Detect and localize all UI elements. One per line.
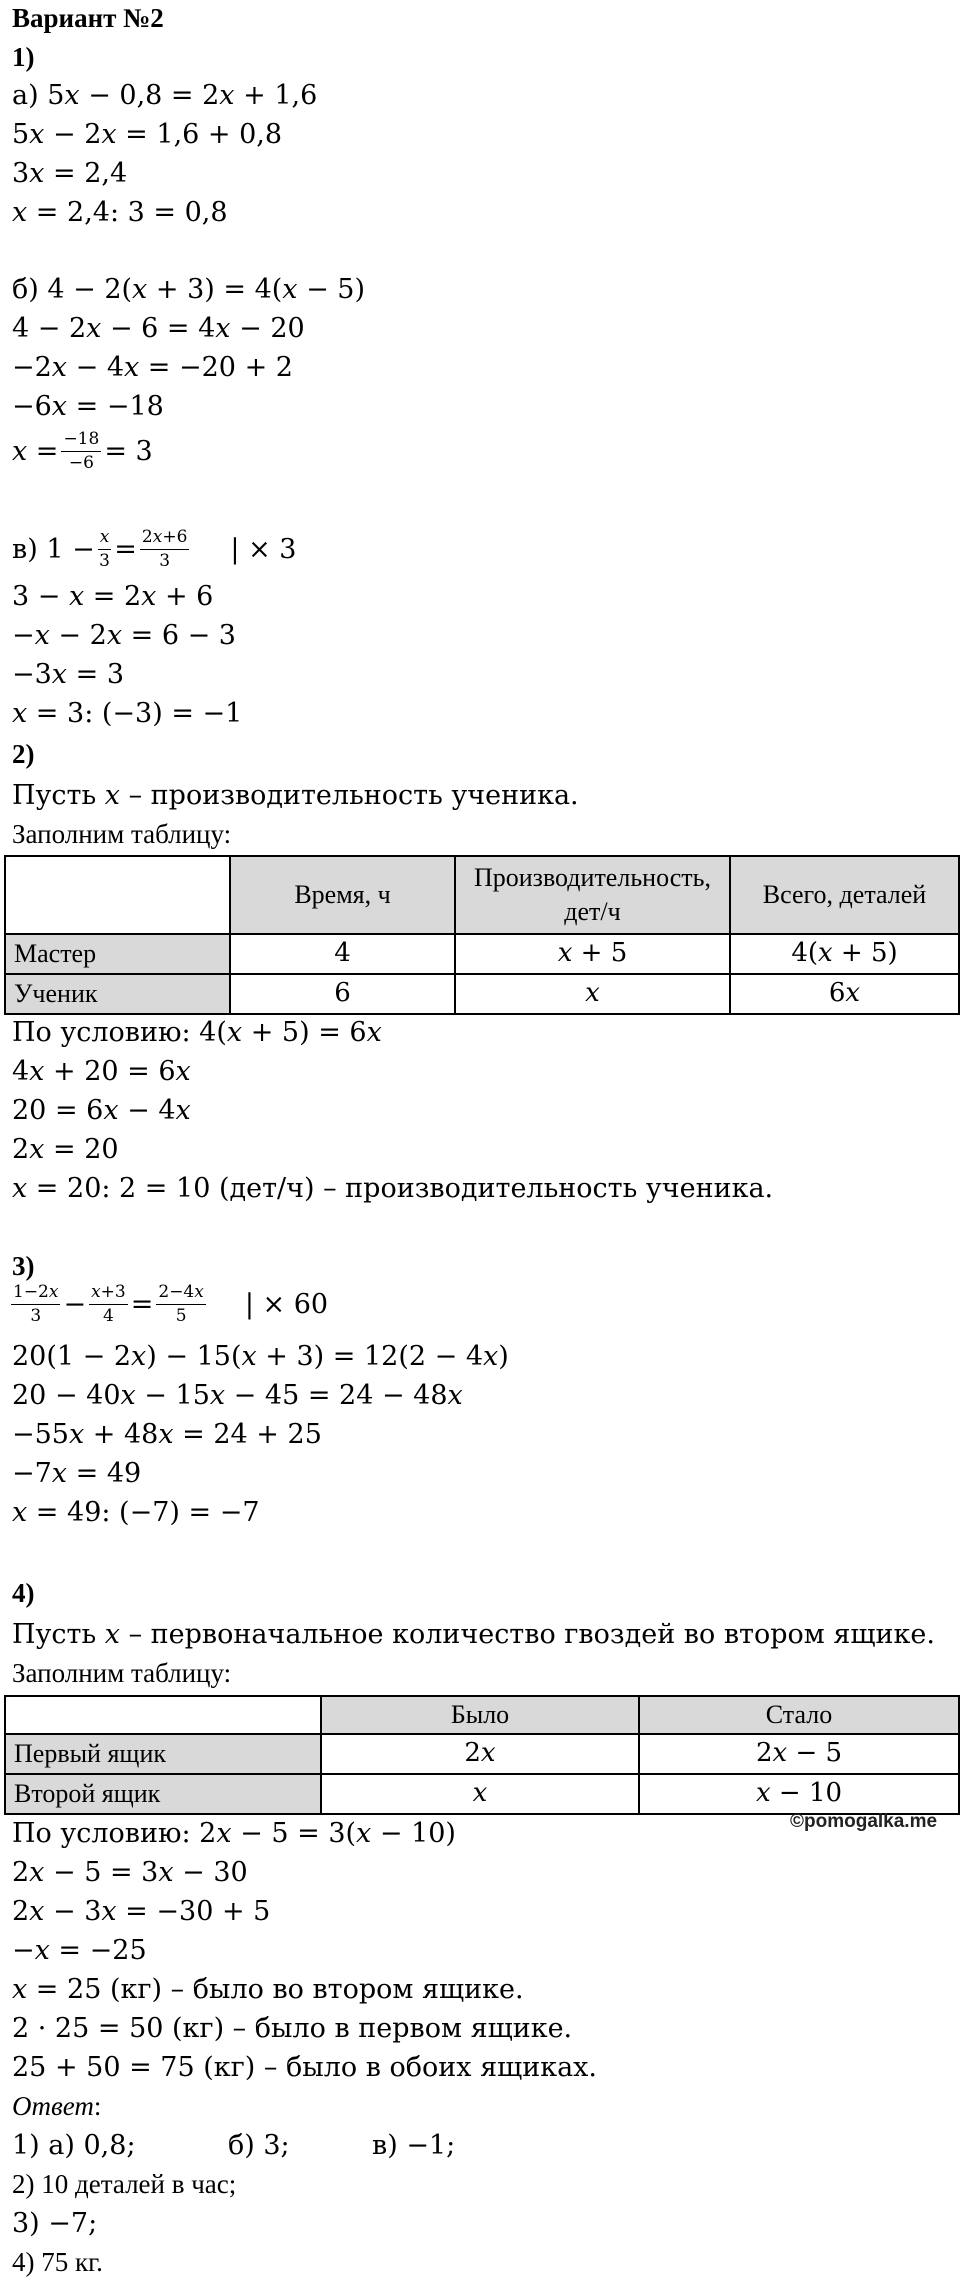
fraction-denominator: 3 bbox=[99, 550, 110, 571]
table-row bbox=[5, 1774, 959, 1814]
fraction-2 bbox=[89, 1283, 128, 1325]
section-2-number: 2) bbox=[12, 739, 35, 769]
table-header-cell bbox=[5, 856, 230, 934]
table-cell: 6 bbox=[230, 974, 455, 1014]
prefix: в) 1 − bbox=[12, 533, 95, 565]
line-1a-4: 𝑥 = 2,4: 3 = 0,8 bbox=[12, 197, 228, 228]
section-1-number: 1) bbox=[12, 42, 35, 72]
line-2-2: 4𝑥 + 20 = 6𝑥 bbox=[12, 1056, 191, 1087]
equals: = bbox=[114, 533, 137, 565]
line-4-3: 2𝑥 − 3𝑥 = −30 + 5 bbox=[12, 1896, 271, 1927]
line-1v-2: 3 − 𝑥 = 2𝑥 + 6 bbox=[12, 581, 214, 612]
line-2-1: По условию: 4(𝑥 + 5) = 6𝑥 bbox=[12, 1017, 382, 1048]
answer-line-3: 3) −7; bbox=[12, 2208, 98, 2239]
line-2-5: 𝑥 = 20: 2 = 10 (дет/ч) – производительность ученика. bbox=[12, 1173, 774, 1204]
fraction-left bbox=[98, 528, 112, 570]
table-row-label: Ученик bbox=[5, 974, 230, 1014]
page-title: Вариант №2 bbox=[12, 3, 164, 33]
fraction-denominator: 4 bbox=[103, 1305, 114, 1326]
multiplier: | × 60 bbox=[244, 1288, 329, 1320]
table-cell: 𝑥 bbox=[321, 1774, 639, 1814]
lhs: 𝑥 = bbox=[12, 435, 59, 467]
equals: = bbox=[130, 1288, 154, 1320]
fraction-numerator: 2𝑥+6 bbox=[140, 528, 189, 550]
table-cell: 4 bbox=[230, 934, 455, 974]
line-3-5: −7𝑥 = 49 bbox=[12, 1458, 142, 1489]
table-header-row bbox=[5, 1696, 959, 1734]
section-3-number: 3) bbox=[12, 1251, 35, 1281]
table-cell: 𝑥 − 10 bbox=[639, 1774, 959, 1814]
table-cell: 2𝑥 bbox=[321, 1734, 639, 1774]
table-cell: 𝑥 bbox=[455, 974, 730, 1014]
table-row-label: Второй ящик bbox=[5, 1774, 321, 1814]
table-row bbox=[5, 1734, 959, 1774]
table-row bbox=[5, 974, 959, 1014]
table-header-cell: Всего, деталей bbox=[730, 856, 959, 934]
answer-heading bbox=[12, 2093, 101, 2120]
section-4-intro: Пусть 𝑥 – первоначальное количество гвоздей во втором ящике. bbox=[12, 1619, 935, 1650]
fraction-1 bbox=[11, 1283, 60, 1325]
table-row bbox=[5, 934, 959, 974]
answer-line-1a: 1) а) 0,8; bbox=[12, 2130, 136, 2161]
line-3-4: −55𝑥 + 48𝑥 = 24 + 25 bbox=[12, 1419, 322, 1450]
line-4-4: −𝑥 = −25 bbox=[12, 1935, 147, 1966]
line-3-3: 20 − 40𝑥 − 15𝑥 − 45 = 24 − 48𝑥 bbox=[12, 1380, 463, 1411]
line-4-7: 25 + 50 = 75 (кг) – было в обоих ящиках. bbox=[12, 2052, 597, 2083]
line-1v-1 bbox=[12, 528, 296, 570]
line-1v-3: −𝑥 − 2𝑥 = 6 − 3 bbox=[12, 620, 236, 651]
line-1a-3: 3𝑥 = 2,4 bbox=[12, 158, 128, 189]
table-header-cell: Время, ч bbox=[230, 856, 455, 934]
line-1b-3: −2𝑥 − 4𝑥 = −20 + 2 bbox=[12, 352, 293, 383]
line-1v-4: −3𝑥 = 3 bbox=[12, 659, 124, 690]
table-row-label: Первый ящик bbox=[5, 1734, 321, 1774]
table-cell: 4(𝑥 + 5) bbox=[730, 934, 959, 974]
table-header-cell: Производительность, дет/ч bbox=[455, 856, 730, 934]
table-2 bbox=[4, 855, 960, 1015]
fraction-numerator: 2−4𝑥 bbox=[156, 1283, 205, 1305]
fraction-numerator: −18 bbox=[61, 430, 101, 452]
fraction-numerator: 𝑥 bbox=[98, 528, 112, 550]
line-3-1 bbox=[8, 1283, 328, 1325]
line-4-1: По условию: 2𝑥 − 5 = 3(𝑥 − 10) bbox=[12, 1818, 456, 1849]
line-2-3: 20 = 6𝑥 − 4𝑥 bbox=[12, 1095, 191, 1126]
answer-line-1c: в) −1; bbox=[372, 2130, 456, 2161]
section-2-intro: Пусть 𝑥 – производительность ученика. bbox=[12, 780, 579, 811]
section-2-fill-label: Заполним таблицу: bbox=[12, 819, 232, 849]
line-1a-1: а) 5𝑥 − 0,8 = 2𝑥 + 1,6 bbox=[12, 80, 318, 111]
fraction-denominator: −6 bbox=[68, 452, 94, 473]
multiplier: | × 3 bbox=[230, 533, 297, 565]
watermark: ©pomogalka.me bbox=[790, 1811, 938, 1832]
fraction-denominator: 5 bbox=[175, 1305, 187, 1326]
rhs: = 3 bbox=[104, 435, 153, 467]
minus: − bbox=[63, 1288, 87, 1320]
answer-line-1b: б) 3; bbox=[228, 2130, 290, 2161]
line-1v-5: 𝑥 = 3: (−3) = −1 bbox=[12, 698, 243, 729]
line-1b-1: б) 4 − 2(𝑥 + 3) = 4(𝑥 − 5) bbox=[12, 274, 366, 305]
section-4-number: 4) bbox=[12, 1578, 35, 1608]
line-1b-5 bbox=[12, 430, 153, 472]
section-4-fill-label: Заполним таблицу: bbox=[12, 1658, 232, 1688]
answer-colon: : bbox=[93, 2091, 102, 2121]
answer-label: Ответ bbox=[12, 2091, 94, 2121]
line-1b-4: −6𝑥 = −18 bbox=[12, 391, 164, 422]
fraction-3 bbox=[156, 1283, 205, 1325]
table-row-label: Мастер bbox=[5, 934, 230, 974]
line-4-2: 2𝑥 − 5 = 3𝑥 − 30 bbox=[12, 1857, 248, 1888]
answer-line-2: 2) 10 деталей в час; bbox=[12, 2169, 237, 2199]
fraction-denominator: 3 bbox=[159, 550, 171, 571]
fraction-numerator: 𝑥+3 bbox=[89, 1283, 128, 1305]
line-4-6: 2 · 25 = 50 (кг) – было в первом ящике. bbox=[12, 2013, 573, 2044]
table-header-cell bbox=[5, 1696, 321, 1734]
fraction-numerator: 1−2𝑥 bbox=[11, 1283, 60, 1305]
fraction bbox=[61, 430, 101, 472]
line-4-5: 𝑥 = 25 (кг) – было во втором ящике. bbox=[12, 1974, 524, 2005]
table-header-cell: Стало bbox=[639, 1696, 959, 1734]
line-1a-2: 5𝑥 − 2𝑥 = 1,6 + 0,8 bbox=[12, 119, 283, 150]
table-header-cell: Было bbox=[321, 1696, 639, 1734]
table-header-row bbox=[5, 856, 959, 934]
table-cell: 6𝑥 bbox=[730, 974, 959, 1014]
table-cell: 𝑥 + 5 bbox=[455, 934, 730, 974]
fraction-right bbox=[140, 528, 189, 570]
answer-line-4: 4) 75 кг. bbox=[12, 2247, 103, 2277]
line-1b-2: 4 − 2𝑥 − 6 = 4𝑥 − 20 bbox=[12, 313, 305, 344]
line-2-4: 2𝑥 = 20 bbox=[12, 1134, 119, 1165]
table-4 bbox=[4, 1695, 960, 1815]
fraction-denominator: 3 bbox=[30, 1305, 42, 1326]
table-cell: 2𝑥 − 5 bbox=[639, 1734, 959, 1774]
line-3-2: 20(1 − 2𝑥) − 15(𝑥 + 3) = 12(2 − 4𝑥) bbox=[12, 1341, 509, 1372]
line-3-6: 𝑥 = 49: (−7) = −7 bbox=[12, 1497, 260, 1528]
